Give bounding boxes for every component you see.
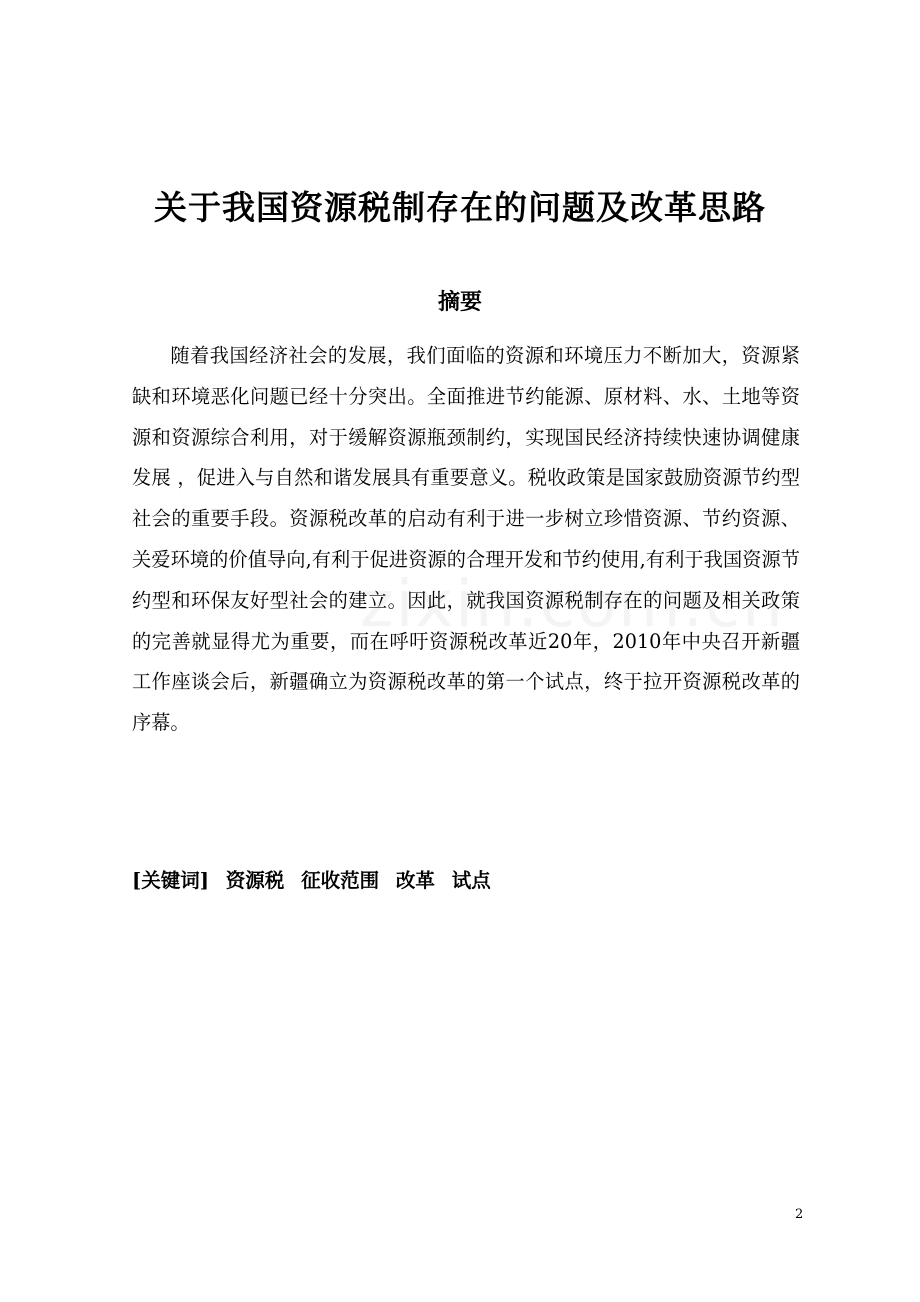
abstract-heading: 摘要	[437, 289, 482, 315]
document-title: 关于我国资源税制存在的问题及改革思路	[154, 188, 766, 227]
keyword: 资源税	[225, 869, 285, 892]
keyword: 改革	[395, 869, 435, 892]
abstract-body: 随着我国经济社会的发展，我们面临的资源和环境压力不断加大，资源紧缺和环境恶化问题已经十分突出。全面推进节约能源、原材料、水、土地等资源和资源综合利用，对于缓解资源瓶颈制约，实现国民经济持续快速协调健康发展 ，促进入与自然和谐发展具有重要意义。税收政策是国家鼓励资源节约型社会的重要手段。资源税改革的启动有利于进一步树立珍惜资源、节约资源、关爱环境的价值导向,有利于促进资源的合理开发和节约使用,有利于我国资源节约型和环保友好型社会的建立。因此，就我国资源税制存在的问题及相关政策的完善就显得尤为重要，而在呼吁资源税改革近20年，2010年中央召开新疆工作座谈会后，新疆确立为资源税改革的第一个试点，终于拉开资源税改革的序幕。	[132, 344, 800, 735]
keywords-line	[132, 864, 800, 898]
keyword: 征收范围	[301, 869, 380, 892]
keywords-label: [关键词]	[132, 869, 209, 892]
page-number: 2	[795, 1207, 804, 1222]
keyword: 试点	[451, 869, 491, 892]
